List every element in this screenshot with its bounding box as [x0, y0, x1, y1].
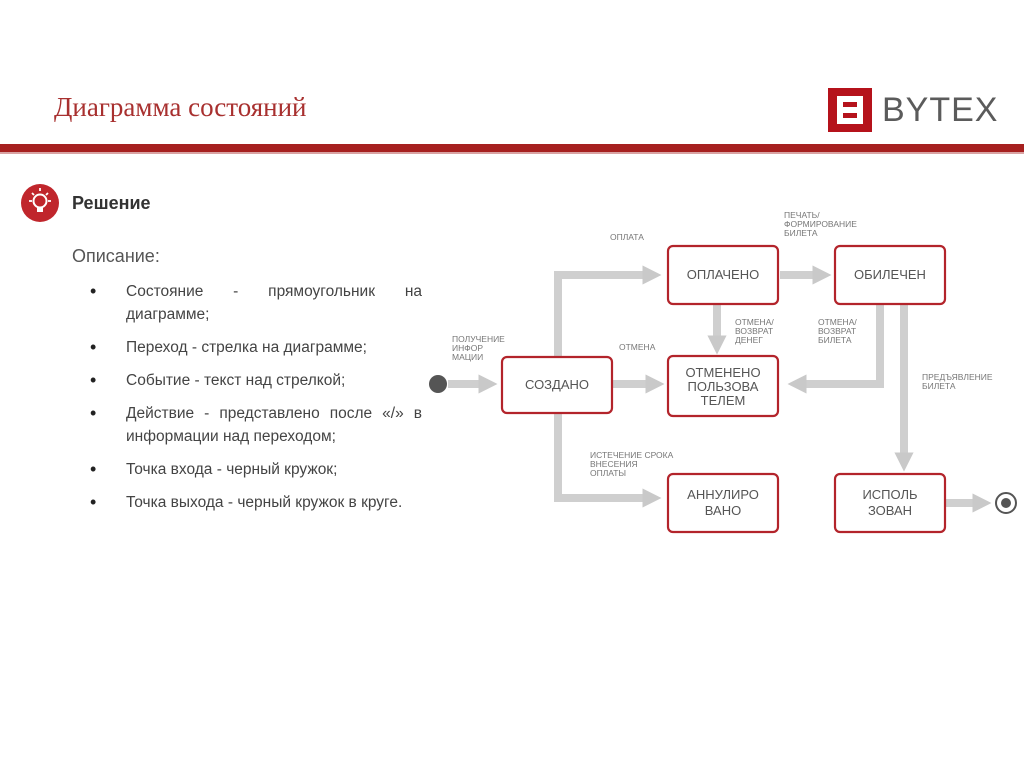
exit-point	[996, 493, 1016, 513]
state-used	[835, 474, 945, 532]
list-item: • Событие - текст над стрелкой;	[90, 369, 422, 392]
svg-text:ЗОВАН: ЗОВАН	[867, 503, 913, 518]
svg-text:ВНЕСЕНИЯ: ВНЕСЕНИЯ	[590, 459, 638, 469]
event-receive-info	[452, 334, 505, 362]
svg-text:ВОЗВРАТ: ВОЗВРАТ	[818, 326, 857, 336]
svg-text:ОТМЕНА/: ОТМЕНА/	[818, 317, 857, 327]
svg-text:ОТМЕНА/: ОТМЕНА/	[735, 317, 774, 327]
entry-point	[429, 375, 447, 393]
event-payment-expired	[590, 450, 674, 478]
event-present-ticket	[922, 372, 993, 391]
state-annulled	[668, 474, 778, 532]
logo-text: BYTEX	[882, 90, 999, 129]
svg-text:ВАНО: ВАНО	[704, 503, 742, 518]
list-item: • Переход - стрелка на диаграмме;	[90, 336, 422, 359]
event-payment	[610, 232, 644, 242]
svg-text:МАЦИИ: МАЦИИ	[452, 352, 484, 362]
list-item: • Действие - представлено после «/» в информации над переходом;	[90, 402, 422, 448]
svg-text:ОТМЕНЕНО: ОТМЕНЕНО	[685, 365, 761, 380]
state-cancelled-by-user	[668, 356, 778, 416]
svg-text:ФОРМИРОВАНИЕ: ФОРМИРОВАНИЕ	[784, 219, 857, 229]
svg-text:БИЛЕТА: БИЛЕТА	[922, 381, 956, 391]
svg-text:ИСТЕЧЕНИЕ СРОКА: ИСТЕЧЕНИЕ СРОКА	[590, 450, 674, 460]
svg-text:ПОЛЬЗОВА: ПОЛЬЗОВА	[687, 379, 759, 394]
svg-text:ИНФОР: ИНФОР	[452, 343, 483, 353]
svg-text:ОТМЕНА: ОТМЕНА	[619, 342, 656, 352]
event-cancel-refund	[735, 317, 774, 345]
svg-text:ДЕНЕГ: ДЕНЕГ	[735, 335, 763, 345]
event-print-ticket	[784, 210, 857, 238]
event-cancel-refund-ticket	[818, 317, 857, 345]
svg-text:БИЛЕТА: БИЛЕТА	[818, 335, 852, 345]
svg-text:ПРЕДЪЯВЛЕНИЕ: ПРЕДЪЯВЛЕНИЕ	[922, 372, 993, 382]
svg-text:ОПЛАТА: ОПЛАТА	[610, 232, 644, 242]
solution-title: Решение	[72, 193, 151, 213]
list-item: • Состояние - прямоугольник на диаграмме;	[90, 280, 422, 326]
svg-text:ТЕЛЕМ: ТЕЛЕМ	[700, 393, 746, 408]
svg-text:ОПЛАТЫ: ОПЛАТЫ	[590, 468, 627, 478]
event-cancel	[619, 342, 656, 352]
description-title: Описание:	[72, 246, 160, 266]
state-created	[502, 357, 612, 413]
svg-text:ОБИЛЕЧЕН: ОБИЛЕЧЕН	[854, 267, 926, 282]
svg-text:ВОЗВРАТ: ВОЗВРАТ	[735, 326, 774, 336]
svg-text:СОЗДАНО: СОЗДАНО	[524, 377, 590, 392]
state-paid	[668, 246, 778, 304]
list-item: • Точка выхода - черный кружок в круге.	[90, 491, 422, 514]
state-ticketed	[835, 246, 945, 304]
svg-text:ОПЛАЧЕНО: ОПЛАЧЕНО	[686, 267, 760, 282]
list-item: • Точка входа - черный кружок;	[90, 458, 422, 481]
svg-text:БИЛЕТА: БИЛЕТА	[784, 228, 818, 238]
slide-title: Диаграмма состояний	[54, 92, 307, 122]
svg-text:ПОЛУЧЕНИЕ: ПОЛУЧЕНИЕ	[452, 334, 505, 344]
svg-text:ИСПОЛЬ: ИСПОЛЬ	[862, 487, 918, 502]
svg-text:АННУЛИРО: АННУЛИРО	[687, 487, 759, 502]
svg-text:ПЕЧАТЬ/: ПЕЧАТЬ/	[784, 210, 820, 220]
